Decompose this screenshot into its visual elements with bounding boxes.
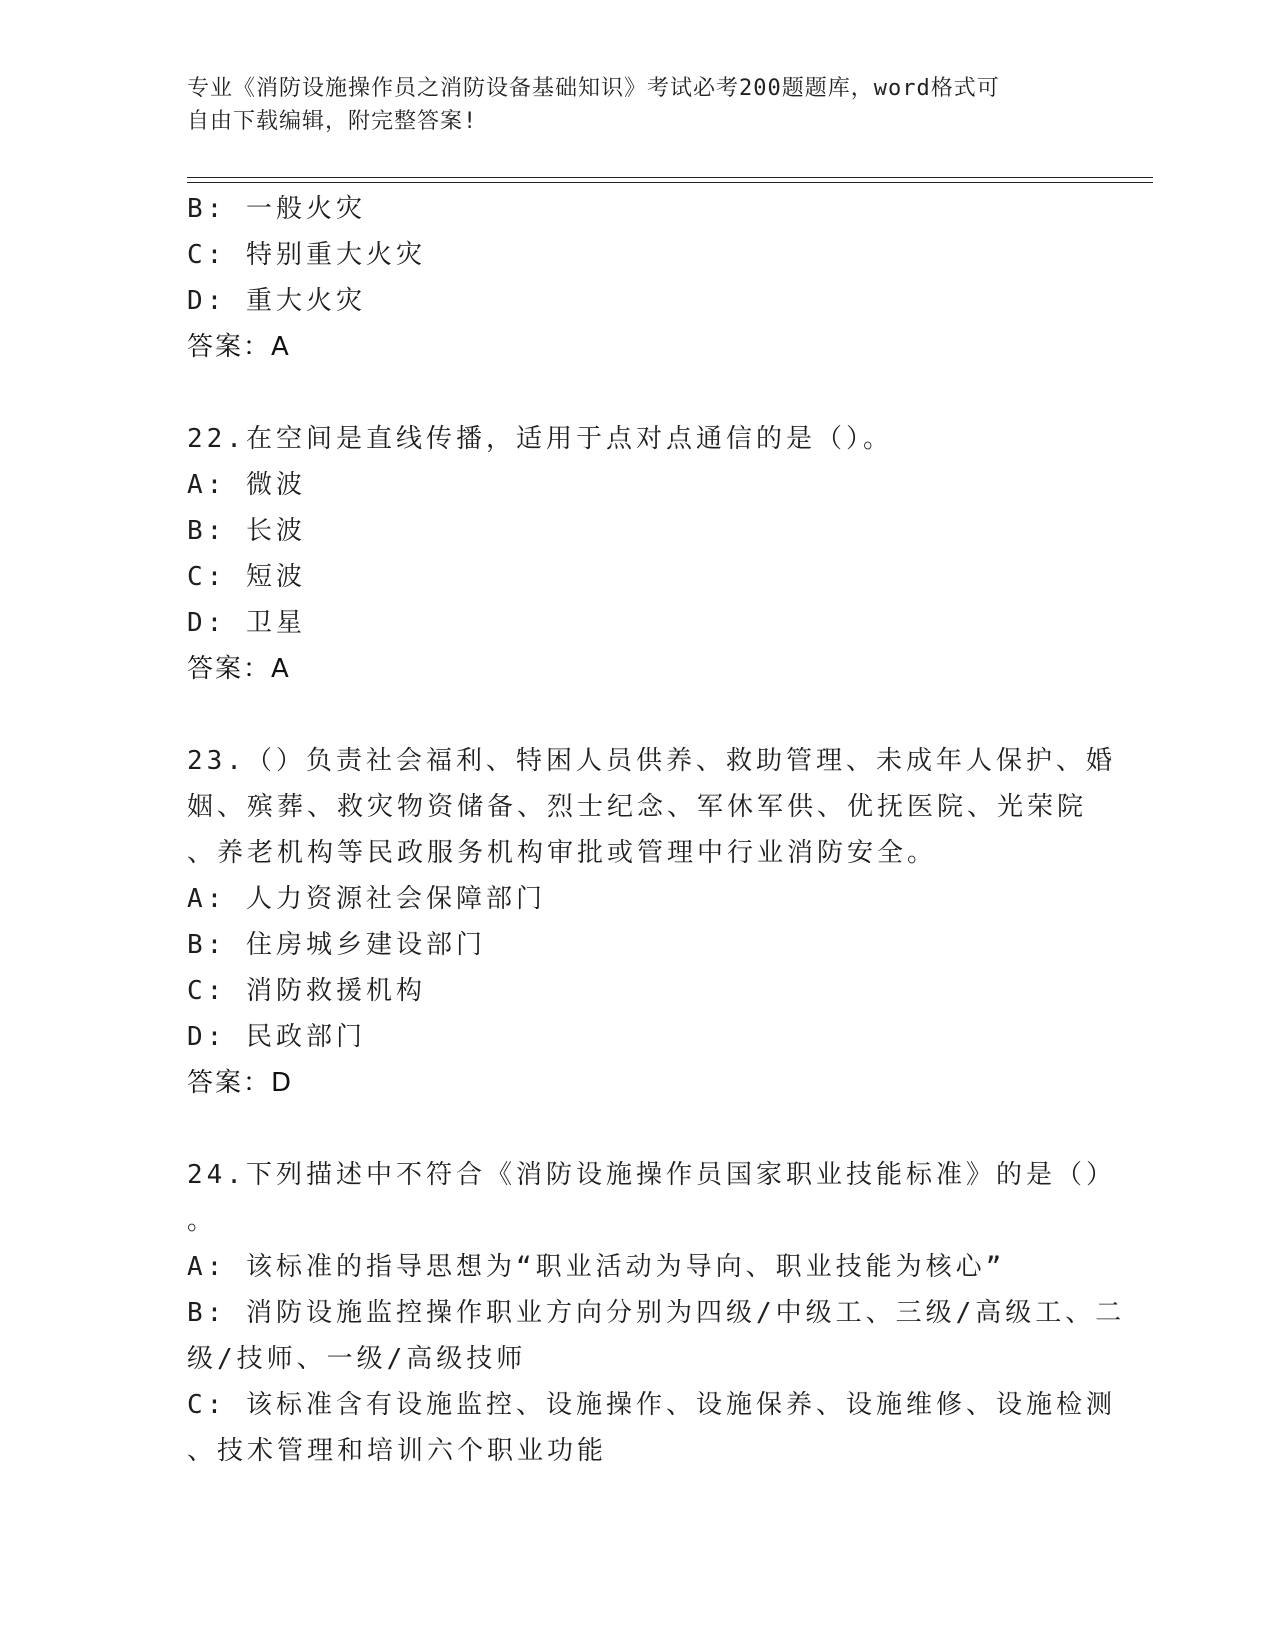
- question-stem-line: 24.下列描述中不符合《消防设施操作员国家职业技能标准》的是（）: [187, 1160, 1116, 1190]
- header-rule-bottom: [187, 182, 1153, 183]
- header-rule-top: [187, 177, 1153, 178]
- answer: 答案：D: [187, 1068, 294, 1098]
- option-b: B: 一般火灾: [187, 194, 366, 224]
- question-stem-line: 、养老机构等民政服务机构审批或管理中行业消防安全。: [187, 838, 938, 868]
- option-d: D: 卫星: [187, 608, 306, 638]
- option-c: C: 消防救援机构: [187, 976, 426, 1006]
- answer: 答案：A: [187, 332, 291, 362]
- option-b-continued: 级/技师、一级/高级技师: [187, 1344, 527, 1374]
- option-c: C: 特别重大火灾: [187, 240, 426, 270]
- option-d: D: 重大火灾: [187, 286, 366, 316]
- question-22: [187, 416, 1087, 692]
- option-a: A: 该标准的指导思想为“职业活动为导向、职业技能为核心”: [187, 1252, 1006, 1282]
- question-stem-line: 23.（）负责社会福利、特困人员供养、救助管理、未成年人保护、婚: [187, 746, 1116, 776]
- question-21-continued: [187, 186, 1087, 370]
- document-header: [187, 72, 1087, 138]
- option-c: C: 短波: [187, 562, 306, 592]
- option-b: B: 消防设施监控操作职业方向分别为四级/中级工、三级/高级工、二: [187, 1298, 1126, 1328]
- question-stem-line: 。: [187, 1206, 218, 1236]
- spacer: [187, 1106, 1087, 1152]
- option-b: B: 住房城乡建设部门: [187, 930, 486, 960]
- document-body: [187, 186, 1126, 1474]
- option-a: A: 微波: [187, 470, 306, 500]
- option-b: B: 长波: [187, 516, 306, 546]
- option-c-continued: 、技术管理和培训六个职业功能: [187, 1436, 608, 1466]
- option-a: A: 人力资源社会保障部门: [187, 884, 546, 914]
- question-24: [187, 1152, 1126, 1474]
- question-stem: 22.在空间是直线传播，适用于点对点通信的是（）。: [187, 424, 893, 454]
- option-c: C: 该标准含有设施监控、设施操作、设施保养、设施维修、设施检测: [187, 1390, 1116, 1420]
- question-stem-line: 姻、殡葬、救灾物资储备、烈士纪念、军休军供、优抚医院、光荣院: [187, 792, 1088, 822]
- header-line-1: 专业《消防设施操作员之消防设备基础知识》考试必考200题题库，word格式可: [187, 76, 1000, 101]
- answer: 答案：A: [187, 654, 291, 684]
- option-d: D: 民政部门: [187, 1022, 366, 1052]
- spacer: [187, 370, 1087, 416]
- spacer: [187, 692, 1087, 738]
- question-23: [187, 738, 1116, 1106]
- header-line-2: 自由下载编辑，附完整答案!: [187, 109, 478, 134]
